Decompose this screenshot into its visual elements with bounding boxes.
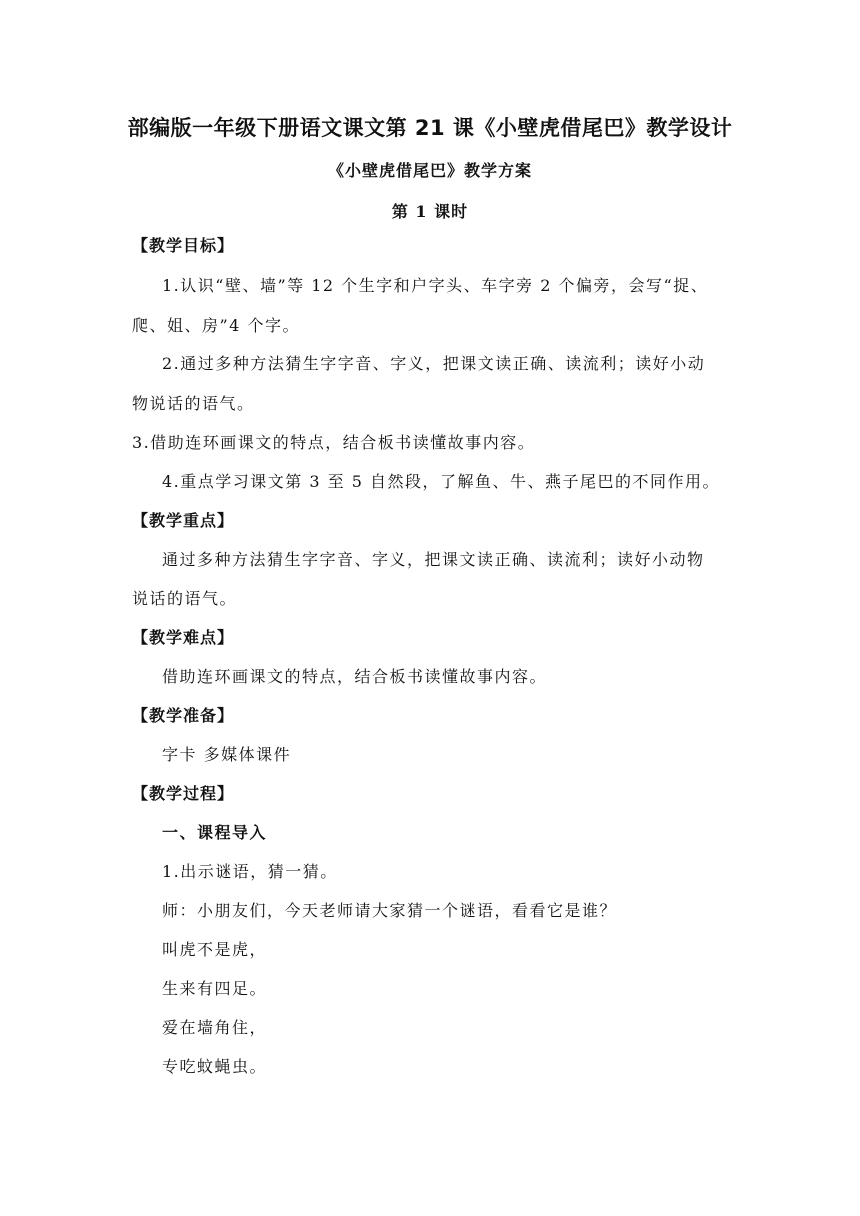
objectives-heading: 【教学目标】 xyxy=(132,236,235,255)
objective-3: 3.借助连环画课文的特点，结合板书读懂故事内容。 xyxy=(132,433,536,452)
objective-2-line-1: 2.通过多种方法猜生字字音、字义，把课文读正确、读流利；读好小动 xyxy=(162,354,706,373)
key-points-line-1: 通过多种方法猜生字字音、字义，把课文读正确、读流利；读好小动物 xyxy=(162,550,705,569)
difficulty-text: 借助连环画课文的特点，结合板书读懂故事内容。 xyxy=(162,667,548,686)
riddle-line-3: 爱在墙角住， xyxy=(162,1018,268,1037)
riddle-line-4: 专吃蚊蝇虫。 xyxy=(162,1057,268,1076)
preparation-text: 字卡 多媒体课件 xyxy=(162,745,292,764)
riddle-line-2: 生来有四足。 xyxy=(162,979,268,998)
document-subtitle: 《小壁虎借尾巴》教学方案 xyxy=(327,161,532,180)
difficulty-heading: 【教学难点】 xyxy=(132,628,235,647)
objective-1-line-1: 1.认识“壁、墙”等 12 个生字和户字头、车字旁 2 个偏旁，会写“捉、 xyxy=(162,276,709,295)
teacher-line: 师：小朋友们，今天老师请大家猜一个谜语，看看它是谁？ xyxy=(162,901,618,920)
key-points-line-2: 说话的语气。 xyxy=(132,589,238,608)
document-title: 部编版一年级下册语文课文第 21 课《小壁虎借尾巴》教学设计 xyxy=(127,116,733,140)
preparation-heading: 【教学准备】 xyxy=(132,706,235,725)
key-points-heading: 【教学重点】 xyxy=(132,511,235,530)
objective-4: 4.重点学习课文第 3 至 5 自然段，了解鱼、牛、燕子尾巴的不同作用。 xyxy=(162,472,720,491)
step-1: 1.出示谜语，猜一猜。 xyxy=(162,862,338,881)
lesson-label: 第 1 课时 xyxy=(391,202,469,221)
riddle-line-1: 叫虎不是虎， xyxy=(162,940,268,959)
part-1-heading: 一、课程导入 xyxy=(162,823,268,842)
objective-1-line-2: 爬、姐、房”4 个字。 xyxy=(132,316,300,335)
objective-2-line-2: 物说话的语气。 xyxy=(132,394,255,413)
process-heading: 【教学过程】 xyxy=(132,784,235,803)
